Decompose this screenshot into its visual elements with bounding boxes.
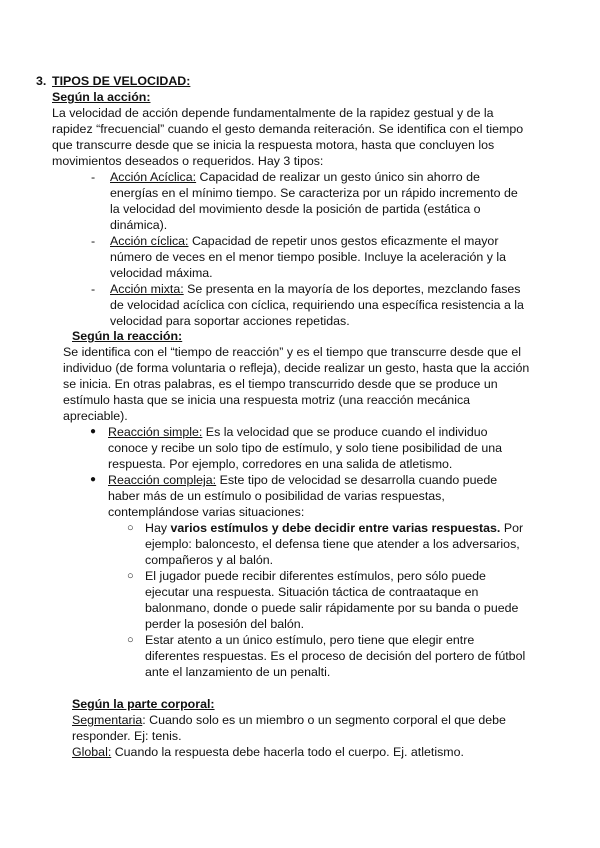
list-item-term: Acción cíclica:: [110, 234, 189, 248]
list-item-term: Global:: [72, 745, 112, 759]
circle-marker: ○: [127, 634, 134, 646]
heading-accion-text: Según la acción:: [52, 90, 151, 104]
list-item: [91, 169, 529, 233]
list-item-text: Este tipo de velocidad se desarrolla cuando puede haber más de un estímulo o posibilidad de varias respuestas, contemplándose varias situaciones:: [108, 473, 498, 519]
heading-reaccion-text: Según la reacción:: [72, 329, 183, 343]
list-item-text: : Cuando solo es un miembro o un segmento corporal el que debe responder. Ej: tenis.: [72, 713, 506, 743]
list-item-text: Capacidad de realizar un gesto único sin ahorro de energías en el mínimo tiempo. Se caracteriza por un rápido incremento de la velocidad del movimiento desde la posición de partida (estática o dinámica).: [110, 170, 518, 232]
reaccion-intro: [63, 344, 533, 424]
list-item: [91, 233, 529, 281]
circle-marker: ○: [127, 522, 134, 534]
list-item: [89, 424, 529, 472]
list-item: [126, 632, 526, 680]
list-item-term: Acción mixta:: [110, 282, 184, 296]
heading-corporal-text: Según la parte corporal:: [72, 697, 215, 711]
circle-marker: ○: [127, 570, 134, 582]
corporal-item-global: [72, 744, 527, 760]
list-item-bold: varios estímulos y debe decidir entre varias respuestas.: [170, 521, 501, 535]
accion-intro: [52, 105, 532, 169]
list-item-text: Cuando la respuesta debe hacerla todo el cuerpo. Ej. atletismo.: [111, 745, 464, 759]
reaccion-list: [89, 424, 529, 520]
section-title-text: TIPOS DE VELOCIDAD:: [52, 74, 191, 88]
list-item-term: Segmentaria: [72, 713, 143, 727]
accion-intro-text: La velocidad de acción depende fundamentalmente de la rapidez gestual y de la rapidez “frecuencial” cuando el gesto demanda reiteración. Se identifica con el tiempo que transcurre desde que se inicia la respuesta motora, hasta que concluyen los movimientos deseados o requeridos. Hay 3 tipos:: [52, 106, 524, 168]
list-item: [126, 520, 526, 568]
list-item-term: Reacción compleja:: [108, 473, 217, 487]
list-item-text: Hay: [145, 521, 171, 535]
bullet-marker: ●: [90, 474, 97, 485]
dash-marker: -: [91, 170, 96, 184]
reaccion-intro-text: Se identifica con el “tiempo de reacción” y es el tiempo que transcurre desde que el individuo (de forma voluntaria o refleja), decide realizar un gesto, hasta que la acción se inicia. En otras palabras, es el tiempo transcurrido desde que se produce un estímulo hasta que se inicia una respuesta motriz (una reacción mecánica apreciable).: [63, 345, 530, 423]
list-item-text: Capacidad de repetir unos gestos eficazmente el mayor número de veces en el menor tiempo posible. Incluye la aceleración y la velocidad máxima.: [110, 234, 507, 280]
corporal-list: [72, 712, 527, 760]
list-item-term: Reacción simple:: [108, 425, 203, 439]
heading-reaccion: [72, 328, 182, 344]
corporal-item-segmentaria: [72, 712, 527, 744]
list-item-text: El jugador puede recibir diferentes estímulos, pero sólo puede ejecutar una respuesta. Situación táctica de contraataque en balonmano, donde o puede salir rápidamente por su banda o puede perder la posesión del balón.: [145, 569, 519, 631]
list-item-text: Estar atento a un único estímulo, pero tiene que elegir entre diferentes respuestas. Es el proceso de decisión del portero de fútbol ante el lanzamiento de un penalti.: [145, 633, 526, 679]
list-item-text: Se presenta en la mayoría de los deportes, mezclando fases de velocidad acíclica con cíclica, requiriendo una específica resistencia a la velocidad para soportar acciones repetidas.: [110, 282, 524, 328]
accion-list: [91, 169, 529, 329]
list-item: [126, 568, 526, 632]
bullet-marker: ●: [90, 426, 97, 437]
situations-list: [126, 520, 526, 680]
section-number: 3.: [36, 74, 47, 88]
list-item-text: Por ejemplo: baloncesto, el defensa tiene que atender a los adversarios, compañeros y al balón.: [145, 521, 524, 567]
dash-marker: -: [91, 234, 96, 248]
list-item-term: Acción Acíclica:: [110, 170, 197, 184]
list-item: [91, 281, 529, 329]
heading-accion: [52, 89, 150, 105]
list-item-text: Es la velocidad que se produce cuando el individuo conoce y recibe un solo tipo de estímulo, y solo tiene posibilidad de una respuesta. Por ejemplo, corredores en una salida de atletismo.: [108, 425, 502, 471]
heading-corporal: [72, 696, 215, 712]
list-item: [89, 472, 529, 520]
dash-marker: -: [91, 282, 96, 296]
section-title: [36, 73, 190, 89]
